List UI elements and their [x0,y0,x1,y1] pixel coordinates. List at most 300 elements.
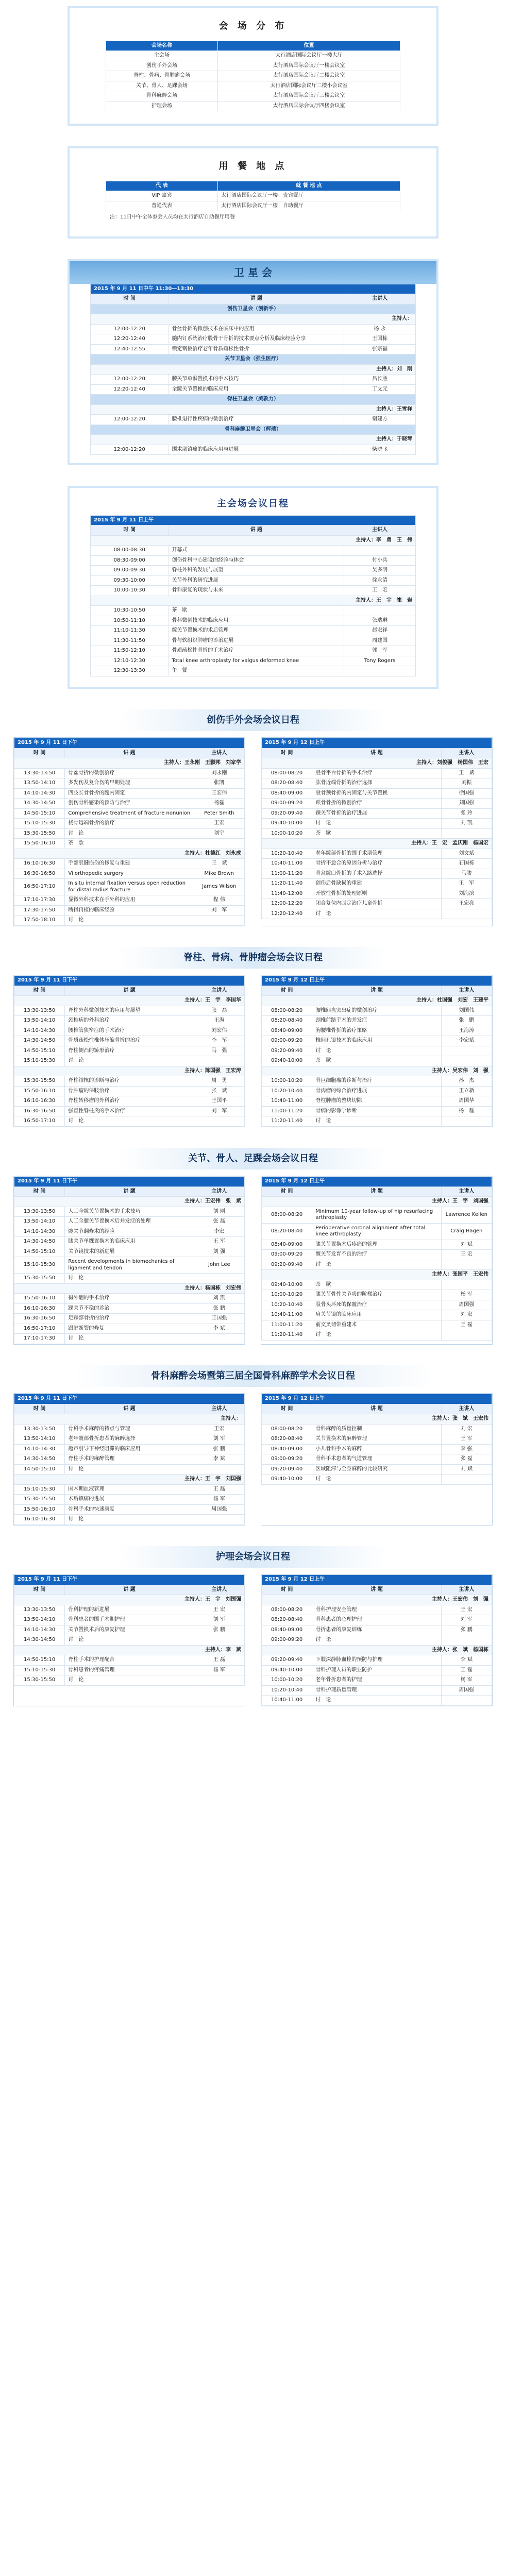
dining-note: 注：11日中午全体参会人员均在太行酒店自助餐厅用餐 [110,214,235,220]
session-topic: 骨科护理质量管理 [312,1685,441,1696]
session-chair-row [14,1595,245,1605]
session-time: 14:10-14:30 [14,1026,65,1036]
session-speaker: 刘国强 [441,799,492,809]
satellite-chair-row [91,404,416,415]
nursing-row [14,1625,245,1635]
session-chair: 主持人：王宏伟 张 斌 [14,1197,245,1207]
anesthesia-row [14,1495,245,1505]
anesthesia-row [14,1504,245,1515]
main-chair-2: 主持人：王 宇 崔 岩 [91,596,416,606]
session-header-row [262,748,492,758]
session-time: 09:00-09:20 [262,1036,312,1046]
session-time: 10:20-10:40 [262,1685,312,1696]
session-time: 12:00-12:20 [91,375,168,385]
session-speaker: Peter Smith [194,808,244,819]
spine-row [262,1006,492,1016]
session-topic: 围术期镇痛的临床应用与进展 [168,445,344,455]
spine-section [0,947,506,1127]
anesthesia-row [262,1424,492,1434]
session-topic: 讨 论 [312,1696,441,1706]
session-time: 11:00-11:20 [262,1320,312,1330]
main-title: 主会场会议日程 [217,498,289,509]
session-chair-row [262,1066,492,1076]
session-speaker: 付小兵 [344,555,416,566]
satellite-col-topic: 讲 题 [168,294,344,304]
spine-row [14,1006,245,1016]
spine-row [14,1016,245,1026]
main-row [91,575,416,586]
session-speaker: 刘永刚 [194,768,244,778]
session-chair: 主持人：王 宇 李国华 [14,996,245,1006]
satellite-row [91,445,416,455]
session-topic: 腰椎管狭窄症的手术治疗 [65,1026,194,1036]
session-time: 10:00-10:30 [91,586,168,596]
session-time: 13:50-14:10 [14,1434,65,1445]
session-time: 13:30-13:50 [14,1006,65,1016]
session-speaker: 程 伟 [194,895,244,906]
nursing-row [14,1635,245,1646]
session-time: 12:20-12:40 [91,334,168,345]
anesthesia-row [262,1464,492,1475]
venue-name: 脊柱、骨病、骨肿瘤会场 [106,71,218,81]
venue-location: 太行酒店国际会议厅四楼会议室 [217,101,400,111]
session-topic: 髋关节置换术的术后管理 [168,626,344,636]
session-speaker [194,1056,244,1066]
session-header-row [14,1404,245,1414]
session-topic: 腰椎退行性疾病的微创治疗 [168,415,344,425]
satellite-section [68,259,438,466]
trauma-row [262,828,492,839]
session-time: 09:20-09:40 [262,1464,312,1475]
session-speaker: 王 宏 [194,1605,244,1615]
spine-right-pane [261,975,493,1127]
session-time: 10:20-10:40 [262,1300,312,1310]
session-date: 2015 年 9 月 12 日上午 [262,1177,492,1187]
session-speaker: 王 宏 [441,1605,492,1615]
session-time: 08:20-08:40 [262,1615,312,1625]
session-chair-row [14,1475,245,1485]
satellite-block-title: 创伤卫星会（创新手） [91,304,416,314]
spine-row [262,1026,492,1036]
session-topic: 强直性脊柱炎的手术治疗 [65,1106,194,1116]
nursing-right-pane [261,1574,493,1706]
session-topic: 髋关节翻修术的经验 [65,1227,194,1237]
session-topic: 讨 论 [312,819,441,829]
session-topic: 骨质疏松性椎体压缩骨折的治疗 [65,1036,194,1046]
nursing-row [262,1655,492,1666]
spine-row [262,1116,492,1127]
session-speaker: 王 磊 [441,1320,492,1330]
session-topic: 讨 论 [312,1116,441,1127]
session-topic: 骨肉瘤的综合治疗进展 [312,1086,441,1096]
nursing-row [262,1635,492,1646]
trauma-row [14,788,245,799]
anesthesia-row [14,1434,245,1445]
session-topic: 骨折患者的康复训练 [312,1625,441,1635]
session-topic: 午 餐 [168,666,344,676]
session-speaker [344,606,416,616]
session-topic: 显微外科技术在手外科的应用 [65,895,194,906]
session-time: 10:00-10:20 [262,828,312,839]
session-time: 12:00-12:20 [262,899,312,909]
trauma-row [262,879,492,889]
trauma-title: 创伤手外会场会议日程 [119,709,387,732]
session-speaker: 杨 军 [194,1495,244,1505]
dining-title: 用 餐 地 点 [218,161,288,172]
session-time: 08:20-08:40 [262,778,312,789]
session-topic: 拇外翻的手术治疗 [65,1294,194,1304]
col-topic: 讲 题 [65,1585,194,1595]
session-time: 08:00-08:20 [262,1605,312,1615]
satellite-row [91,324,416,334]
venue-location: 太行酒店国际会议厅二楼小会议室 [217,81,400,91]
joint-right-pane [261,1176,493,1345]
session-speaker [441,1056,492,1066]
session-time: 15:10-15:30 [14,1257,65,1274]
session-speaker [441,1330,492,1341]
anesthesia-right-table [261,1394,492,1485]
spine-title: 脊柱、骨病、骨肿瘤会场会议日程 [119,947,387,969]
session-speaker: 刘 军 [194,1615,244,1625]
session-speaker: 刘国伟 [441,1006,492,1016]
session-topic: 骨质疏松性骨折的手术治疗 [168,646,344,656]
spine-left-pane [13,975,245,1127]
dining-section [68,146,438,239]
joint-row [262,1290,492,1300]
session-time: 12:20-12:40 [262,909,312,919]
session-time: 12:30-13:30 [91,666,168,676]
session-speaker: 周 勇 [194,1076,244,1087]
satellite-block-title-row [91,395,416,405]
session-time: 14:10-14:30 [14,1444,65,1454]
session-topic: 骨科手术患者的气道管理 [312,1454,441,1465]
joint-row [14,1257,245,1274]
session-topic: 关节置换术后的康复护理 [65,1625,194,1635]
session-topic: 超声引导下神经阻滞的临床应用 [65,1444,194,1454]
spine-row [262,1056,492,1066]
session-topic: In situ internal fixation versus open reduction for distal radius fracture [65,879,194,895]
session-speaker: 徐永清 [344,575,416,586]
session-topic: 肩关节镜的临床应用 [312,1310,441,1320]
session-time: 15:30-15:50 [14,1274,65,1284]
session-time: 13:30-13:50 [14,1605,65,1615]
session-time: 13:30-13:50 [14,768,65,778]
session-time: 15:10-15:30 [14,1665,65,1675]
main-col-time: 时 间 [91,526,168,536]
session-speaker: 王 军 [441,879,492,889]
session-speaker: 王立新 [441,1086,492,1096]
session-speaker: 杨 军 [441,1290,492,1300]
session-chair-row [14,1283,245,1294]
trauma-row [14,905,245,916]
nursing-row [14,1655,245,1666]
joint-row [262,1320,492,1330]
session-chair: 主持人：张国平 王宏伟 [262,1270,492,1280]
session-topic: 胫骨平台骨折的手术治疗 [312,768,441,778]
session-topic: 颈椎前路手术的并发症 [312,1016,441,1026]
session-topic: 讨 论 [65,1116,194,1127]
session-time: 13:50-14:10 [14,1217,65,1227]
session-speaker [194,1635,244,1646]
session-speaker: 李宏斌 [441,1036,492,1046]
session-chair-row [262,1197,492,1207]
satellite-frame [68,259,438,466]
joint-row [14,1294,245,1304]
session-topic: 跟骨骨折的微创治疗 [312,799,441,809]
trauma-right-pane [261,737,493,926]
session-time: 10:20-10:40 [262,849,312,859]
venue-row [106,81,400,91]
session-topic: Comprehensive treatment of fracture nonunion [65,808,194,819]
session-date: 2015 年 9 月 11 日下午 [14,738,245,749]
session-time: 11:40-12:00 [262,889,312,899]
session-topic: 讨 论 [65,1464,194,1475]
satellite-block-title-row [91,304,416,314]
session-date-row [262,1394,492,1404]
session-speaker: 赵宏祥 [344,626,416,636]
nursing-row [262,1605,492,1615]
session-speaker: 王 军 [441,1434,492,1445]
main-col-topic: 讲 题 [168,526,344,536]
session-time: 14:10-14:30 [14,1227,65,1237]
session-speaker: 杨磊 [194,799,244,809]
venues-title: 会 场 分 布 [218,21,288,31]
session-topic: 脊柱外科的发展与展望 [168,566,344,576]
session-topic: 髓内钉系统治疗股骨干骨折的技术要点分析及临床经验分享 [168,334,344,345]
session-time: 09:20-09:40 [262,1655,312,1666]
session-chair-row [14,1414,245,1425]
anesthesia-row [14,1424,245,1434]
session-topic: 关节外科的研究进展 [168,575,344,586]
session-speaker: 周建国 [344,636,416,646]
session-topic: 脊柱转移瘤的外科治疗 [65,1096,194,1107]
session-chair-row [262,1645,492,1655]
session-time: 12:20-12:40 [91,384,168,395]
session-speaker: 王 磊 [194,1655,244,1666]
session-time: 14:50-15:10 [14,1247,65,1257]
session-topic: 骨盆髋臼骨折的手术入路选择 [312,869,441,879]
session-topic: 脊柱结核的诊断与治疗 [65,1076,194,1087]
session-time: 15:10-15:30 [14,1056,65,1066]
session-time: 10:40-11:00 [262,1696,312,1706]
session-topic: 脊柱手术的麻醉管理 [65,1454,194,1465]
trauma-row [14,819,245,829]
session-time: 09:20-09:40 [262,1046,312,1056]
session-time: 16:30-16:50 [14,1106,65,1116]
session-time: 15:10-15:30 [14,1484,65,1495]
satellite-chair-row [91,435,416,445]
nursing-row [262,1615,492,1625]
joint-row [262,1330,492,1341]
session-speaker: 王 磊 [194,1484,244,1495]
spine-row [14,1106,245,1116]
trauma-row [262,768,492,778]
joint-row [262,1207,492,1223]
joint-section [0,1148,506,1345]
session-speaker: 周国华 [441,1096,492,1107]
nursing-left-table [14,1574,245,1686]
session-time: 16:10-16:30 [14,1096,65,1107]
session-time: 08:40-09:00 [262,1026,312,1036]
session-time: 09:30-10:00 [91,575,168,586]
session-speaker [441,1696,492,1706]
session-topic: 骨盆骨折的微创技术在临床中的应用 [168,324,344,334]
satellite-date: 2015 年 9 月 11 日中午 11:30—13:30 [91,284,416,294]
anesthesia-row [262,1475,492,1485]
joint-row [14,1334,245,1344]
session-topic: 断指再植的临床经验 [65,905,194,916]
session-topic: 开放性骨折的处理原则 [312,889,441,899]
session-header-row [14,1187,245,1197]
session-speaker: 李 斌 [194,1324,244,1334]
session-time: 09:00-09:20 [262,799,312,809]
session-speaker: 王国栋 [344,334,416,345]
session-time: 11:20-11:40 [262,879,312,889]
session-header-row [14,1585,245,1595]
session-speaker: 杨 军 [441,1675,492,1686]
session-topic: 骨科患者的疼痛管理 [65,1665,194,1675]
venue-row [106,71,400,81]
col-topic: 讲 题 [65,986,194,996]
session-time: 12:00-12:20 [91,445,168,455]
main-table [90,515,416,676]
session-chair-row [14,1066,245,1076]
session-speaker: John Lee [194,1257,244,1274]
session-topic: 闭合复位内固定治疗儿童骨折 [312,899,441,909]
session-speaker [194,1274,244,1284]
session-chair: 主持人：王永刚 王颢邦 刘家学 [14,758,245,769]
session-time: 11:00-11:20 [262,869,312,879]
session-time: 12:00-12:20 [91,415,168,425]
session-topic: 骨与软组织肿瘤的诊治进展 [168,636,344,646]
nursing-row [262,1625,492,1635]
session-chair: 主持人：李 斌 [14,1645,245,1655]
col-speaker: 主讲人 [441,986,492,996]
col-speaker: 主讲人 [441,1404,492,1414]
session-time: 08:00-08:20 [262,1424,312,1434]
main-frame [68,486,438,689]
session-chair-row [262,839,492,849]
main-col-speaker: 主讲人 [344,526,416,536]
trauma-row [262,819,492,829]
session-speaker: 王宏亮 [441,899,492,909]
session-time: 14:50-15:10 [14,808,65,819]
session-time: 17:10-17:30 [14,1334,65,1344]
session-topic: 创伤骨科感染的预防与治疗 [65,799,194,809]
session-speaker: 王 磊 [441,1665,492,1675]
session-topic: 四肢长骨骨折的髓内固定 [65,788,194,799]
main-row [91,626,416,636]
anesthesia-row [14,1515,245,1525]
joint-row [14,1227,245,1237]
venues-section [68,6,438,126]
session-time: 17:50-18:10 [14,916,65,926]
session-time: 12:10-12:30 [91,656,168,666]
session-speaker: 张 鹏 [441,1016,492,1026]
session-date: 2015 年 9 月 11 日下午 [14,976,245,986]
nursing-row [262,1665,492,1675]
nursing-row [14,1605,245,1615]
session-time: 10:00-10:20 [262,1076,312,1087]
session-topic: Recent developments in biomechanics of ligament and tendon [65,1257,194,1274]
anesthesia-right-pane [261,1393,493,1526]
satellite-col-speaker: 主讲人 [344,294,416,304]
session-chair: 主持人：王 宏 孟庆刚 杨国宏 [262,839,492,849]
session-time: 16:10-16:30 [14,1303,65,1314]
session-topic: 脊柱外科微创技术的应用与展望 [65,1006,194,1016]
session-topic: 骨科护理的新进展 [65,1605,194,1615]
session-date: 2015 年 9 月 11 日下午 [14,1177,245,1187]
session-speaker: 杨 永 [344,324,416,334]
joint-row [14,1237,245,1247]
col-speaker: 主讲人 [441,1585,492,1595]
joint-row [262,1240,492,1250]
session-topic: Total knee arthroplasty for valgus deformed knee [168,656,344,666]
joint-title: 关节、骨人、足踝会场会议日程 [119,1148,387,1170]
session-topic: 小儿骨科手术的麻醉 [312,1444,441,1454]
session-speaker: 王 斌 [441,768,492,778]
session-speaker: 张宗福 [344,344,416,354]
session-chair: 主持人：王宏伟 刘 强 [262,1595,492,1605]
session-time: 10:40-11:00 [262,859,312,869]
session-topic: 膝关节置换术后疼痛的管理 [312,1240,441,1250]
session-time: 09:00-09:20 [262,1250,312,1260]
session-speaker [441,1280,492,1290]
session-time: 08:00-08:20 [262,1207,312,1223]
session-chair: 主持人：陈国强 王宏涛 [14,1066,245,1076]
main-chair-1: 主持人：李 勇 王 伟 [91,535,416,546]
spine-left-table [14,975,245,1127]
anesthesia-row [14,1444,245,1454]
col-topic: 讲 题 [312,1404,441,1414]
session-speaker: 张 鹏 [441,1625,492,1635]
col-time: 时 间 [262,1187,312,1197]
session-topic: 老年髋部骨折患者的麻醉选择 [65,1434,194,1445]
satellite-block-title: 脊柱卫星会（美敦力） [91,395,416,405]
session-time: 15:30-15:50 [14,1495,65,1505]
session-chair: 主持人：王 宇 刘国强 [14,1595,245,1605]
trauma-row [262,849,492,859]
session-topic: 讨 论 [65,1635,194,1646]
session-speaker [441,909,492,919]
venue-row [106,101,400,111]
session-time: 10:40-11:00 [262,1310,312,1320]
main-section [68,486,438,689]
col-topic: 讲 题 [65,1404,194,1414]
nursing-row [262,1685,492,1696]
session-speaker: 刘 凯 [441,819,492,829]
dining-place: 太行酒店国际会议厅一楼 自助餐厅 [217,201,400,211]
session-time: 14:30-14:50 [14,1454,65,1465]
session-speaker: 张 磊 [194,1217,244,1227]
session-speaker: 王 宏 [344,586,416,596]
session-speaker [441,1475,492,1485]
dining-frame [68,146,438,239]
trauma-row [262,859,492,869]
col-topic: 讲 题 [312,1187,441,1197]
session-speaker: 刘 刚 [194,1207,244,1217]
session-time: 08:20-08:40 [262,1223,312,1240]
session-speaker: 刘 军 [194,905,244,916]
anesthesia-left-table [14,1394,245,1525]
col-speaker: 主讲人 [194,1187,244,1197]
session-time: 13:30-13:50 [14,1207,65,1217]
session-date-row [14,1177,245,1187]
session-topic: 骨科微创技术的临床应用 [168,616,344,626]
session-speaker: 刘 军 [441,1615,492,1625]
col-speaker: 主讲人 [194,1585,244,1595]
session-speaker: 张 鹏 [194,1444,244,1454]
